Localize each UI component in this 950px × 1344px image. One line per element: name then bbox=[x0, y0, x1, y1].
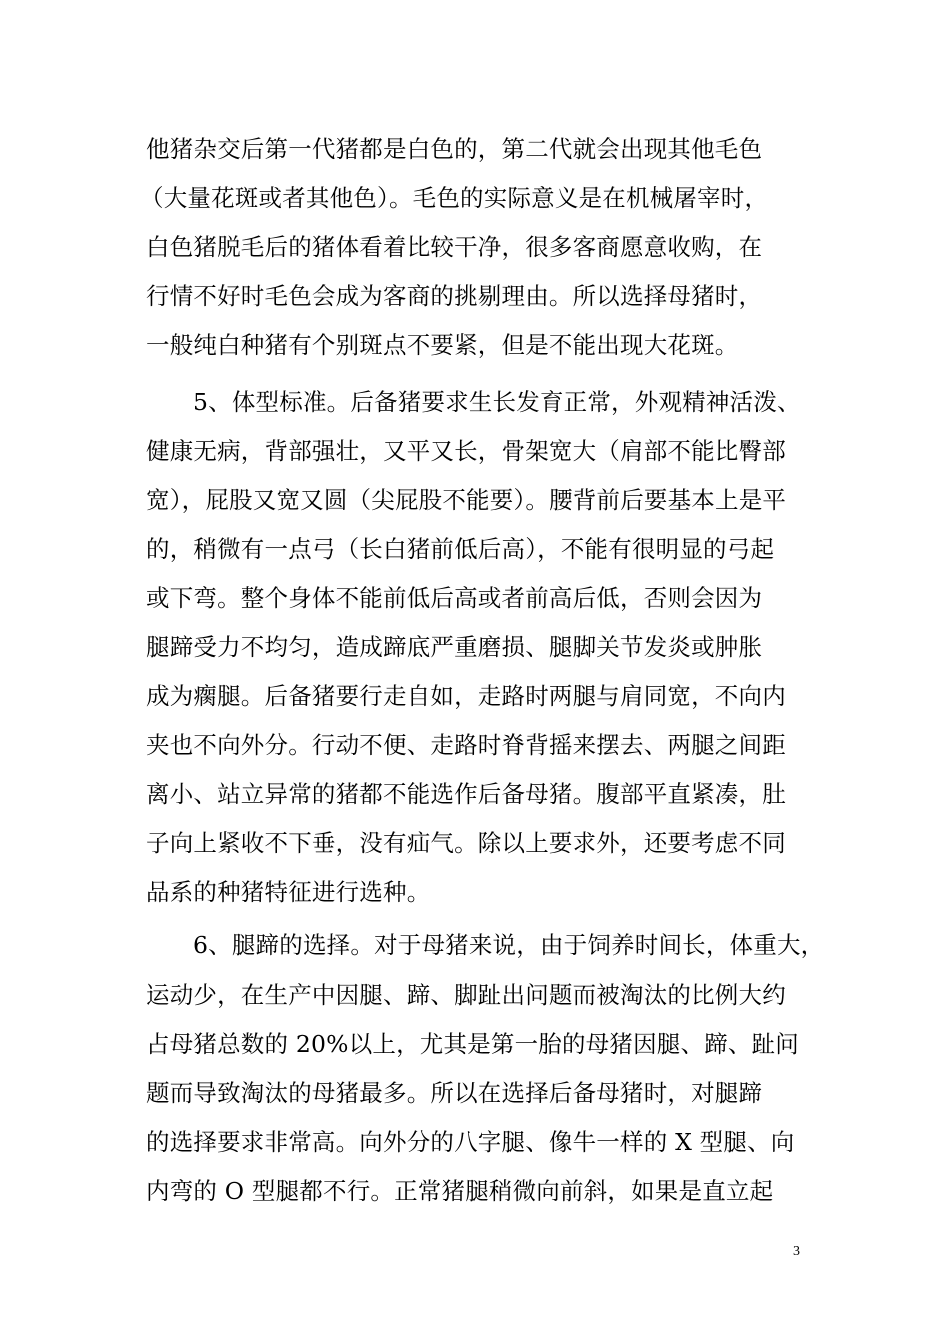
text-line: 白色猪脱毛后的猪体看着比较干净，很多客商愿意收购，在 bbox=[146, 233, 763, 261]
text-line: 运动少，在生产中因腿、蹄、脚趾出问题而被淘汰的比例大约 bbox=[146, 981, 786, 1009]
text-line: 他猪杂交后第一代猪都是白色的，第二代就会出现其他毛色 bbox=[146, 135, 763, 163]
text-line: 的选择要求非常高。向外分的八字腿、像牛一样的 X 型腿、向 bbox=[146, 1128, 795, 1156]
text-line: 子向上紧收不下垂，没有疝气。除以上要求外，还要考虑不同 bbox=[146, 829, 786, 857]
page-number: 3 bbox=[793, 1244, 800, 1259]
text-line: 的，稍微有一点弓（长白猪前低后高），不能有很明显的弓起 bbox=[146, 535, 775, 563]
text-line: 品系的种猪特征进行选种。 bbox=[146, 878, 431, 906]
text-line: 题而导致淘汰的母猪最多。所以在选择后备母猪时，对腿蹄 bbox=[146, 1079, 763, 1107]
text-line: 宽），屁股又宽又圆（尖屁股不能要）。腰背前后要基本上是平 bbox=[146, 486, 787, 514]
text-line: 5、体型标准。后备猪要求生长发育正常，外观精神活泼、 bbox=[193, 388, 801, 416]
text-line: 夹也不向外分。行动不便、走路时脊背摇来摆去、两腿之间距 bbox=[146, 731, 786, 759]
text-line: 6、腿蹄的选择。对于母猪来说，由于饲养时间长，体重大， bbox=[193, 931, 825, 959]
text-line: 内弯的 O 型腿都不行。正常猪腿稍微向前斜，如果是直立起 bbox=[146, 1177, 774, 1205]
text-line: 成为瘸腿。后备猪要行走自如，走路时两腿与肩同宽，不向内 bbox=[146, 682, 786, 710]
text-line: 占母猪总数的 20%以上，尤其是第一胎的母猪因腿、蹄、趾问 bbox=[146, 1030, 800, 1058]
text-line: 腿蹄受力不均匀，造成蹄底严重磨损、腿脚关节发炎或肿胀 bbox=[146, 633, 763, 661]
text-line: （大量花斑或者其他色）。毛色的实际意义是在机械屠宰时， bbox=[140, 184, 769, 212]
text-line: 健康无病，背部强壮，又平又长，骨架宽大（肩部不能比臀部 bbox=[146, 437, 786, 465]
text-line: 离小、站立异常的猪都不能选作后备母猪。腹部平直紧凑，肚 bbox=[146, 780, 786, 808]
text-line: 一般纯白种猪有个别斑点不要紧，但是不能出现大花斑。 bbox=[146, 331, 739, 359]
text-line: 行情不好时毛色会成为客商的挑剔理由。所以选择母猪时， bbox=[146, 282, 763, 310]
text-line: 或下弯。整个身体不能前低后高或者前高后低，否则会因为 bbox=[146, 584, 763, 612]
